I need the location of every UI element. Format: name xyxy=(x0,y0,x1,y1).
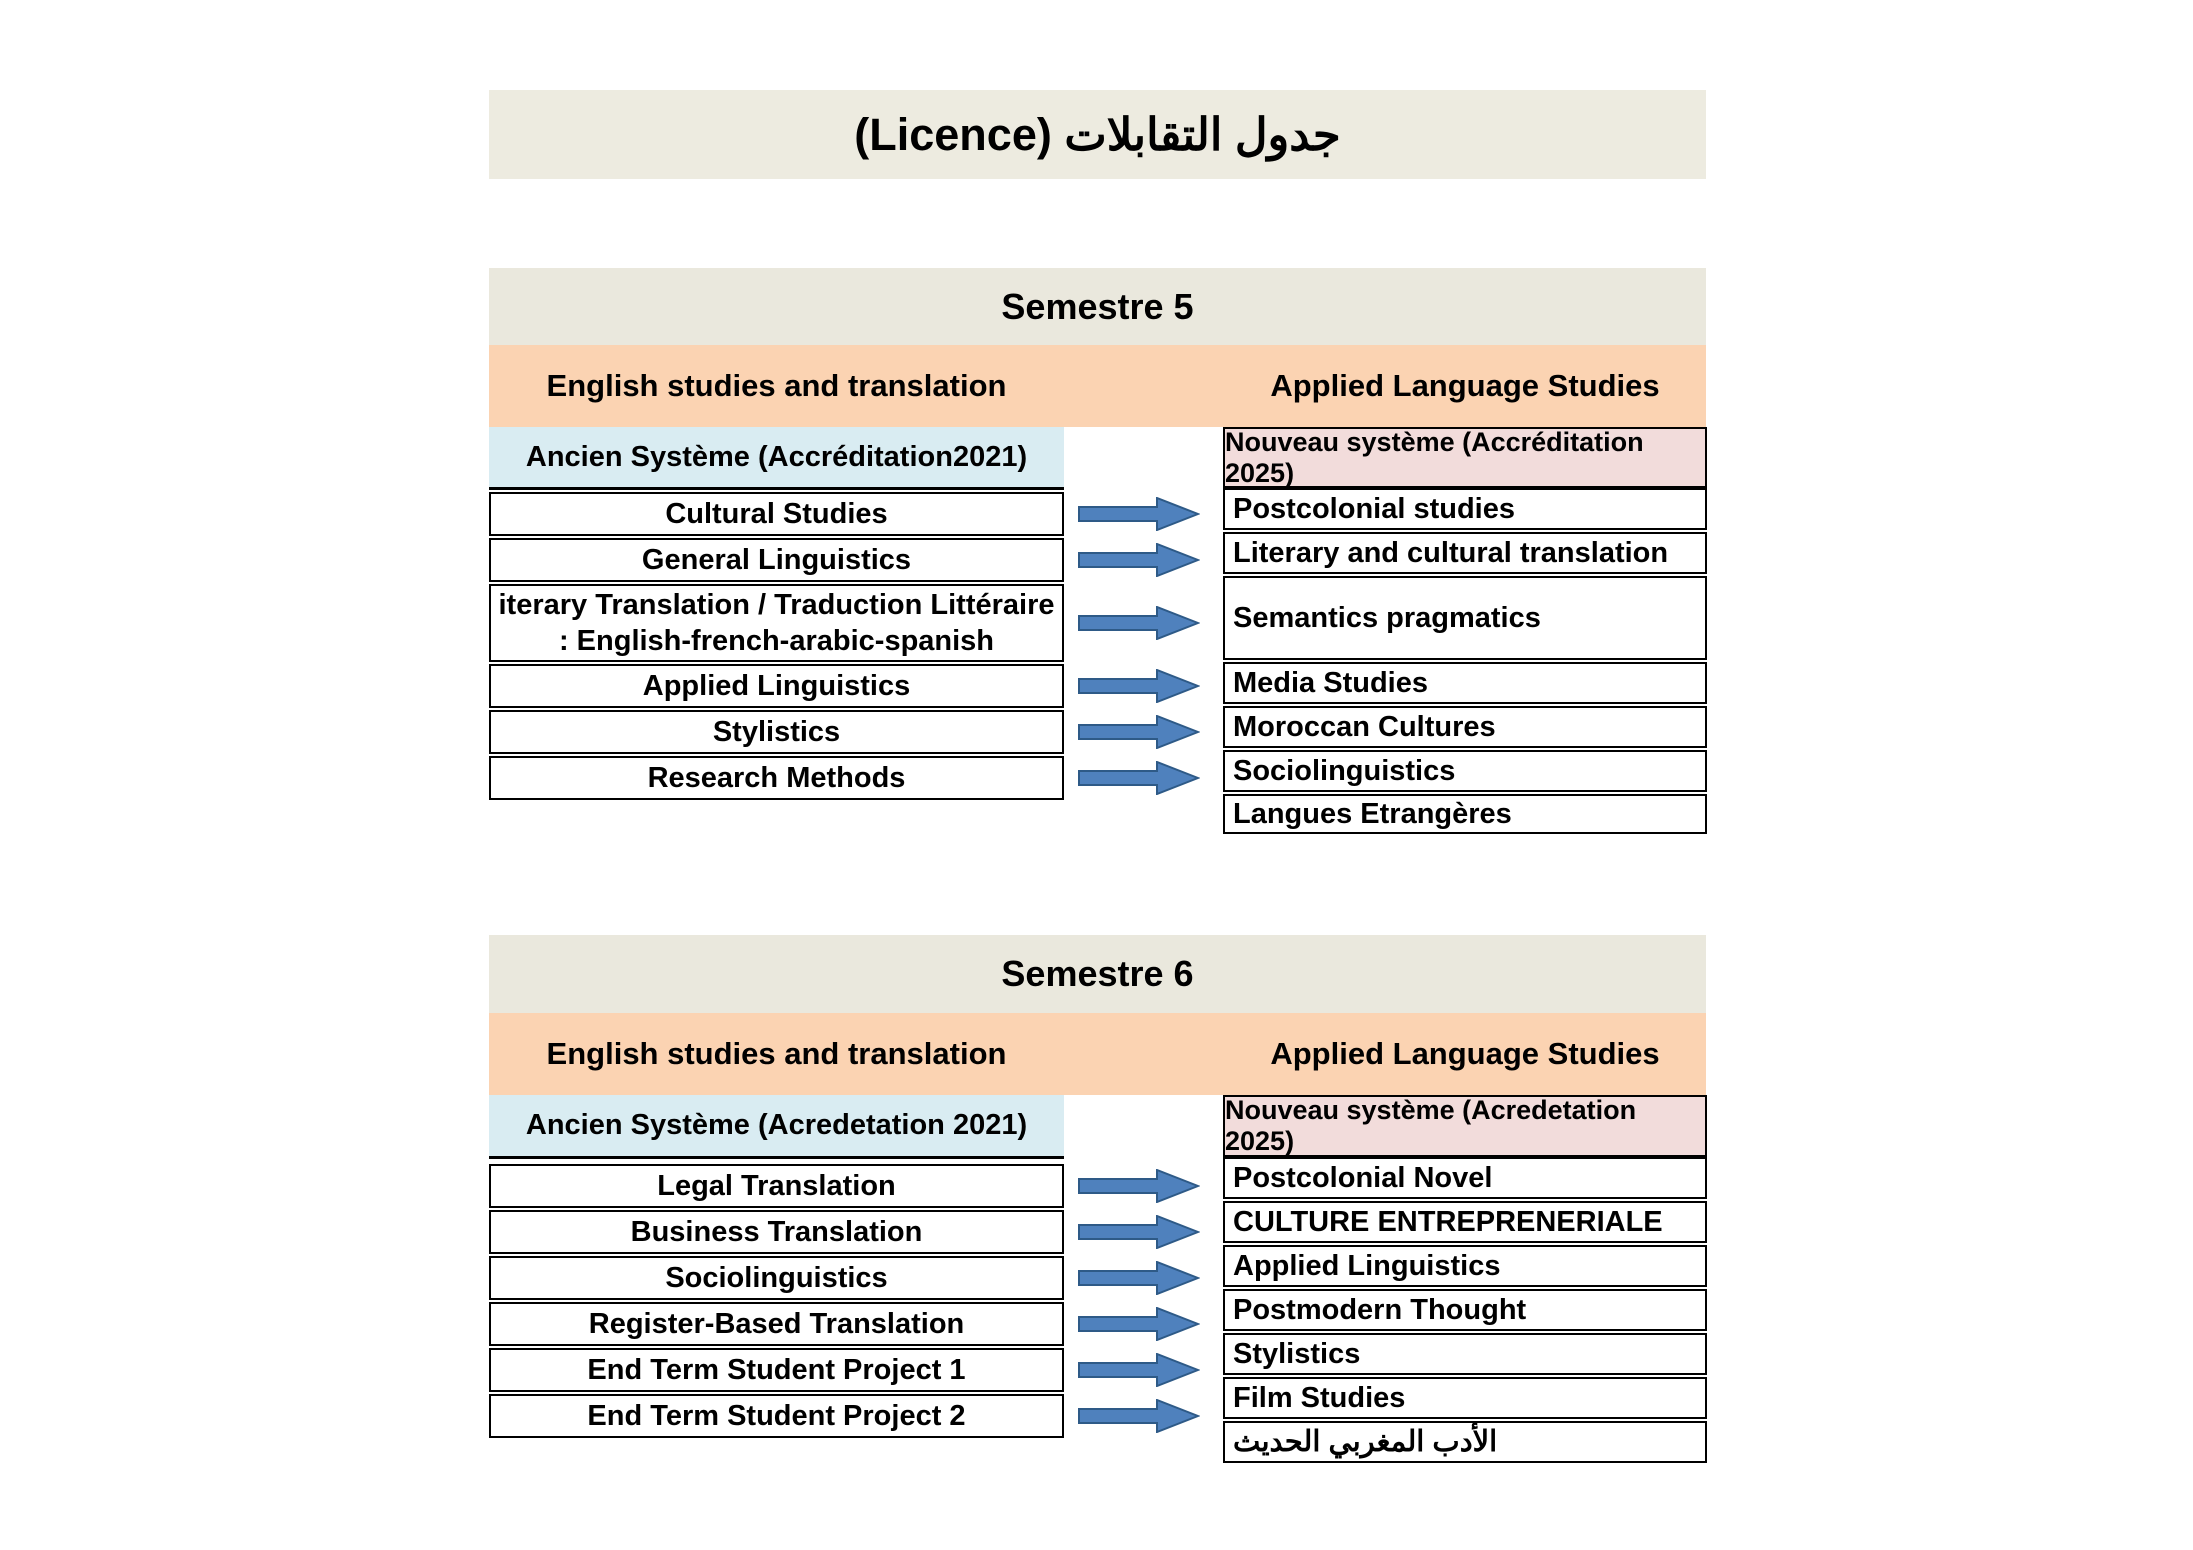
old-course-cell: End Term Student Project 1 xyxy=(489,1348,1064,1392)
page-title: جدول التقابلات (Licence) xyxy=(854,109,1341,160)
semester-5-left-program-label: English studies and translation xyxy=(546,368,1007,403)
old-course-cell: Legal Translation xyxy=(489,1164,1064,1208)
semester-6-program-row xyxy=(489,1013,1706,1095)
new-course-cell: Postcolonial studies xyxy=(1223,488,1707,530)
new-course-cell: Langues Etrangères xyxy=(1223,794,1707,834)
right-arrow-icon xyxy=(1078,1307,1200,1341)
old-course-cell: Cultural Studies xyxy=(489,492,1064,536)
semester-5-program-row xyxy=(489,345,1706,427)
semester-5-old-courses-table xyxy=(489,492,1064,800)
old-course-cell: End Term Student Project 2 xyxy=(489,1394,1064,1438)
new-course-cell: Film Studies xyxy=(1223,1377,1707,1419)
semester-6-right-program-label: Applied Language Studies xyxy=(1270,1036,1660,1071)
semester-6-new-courses-table xyxy=(1223,1157,1707,1463)
old-course-cell: Applied Linguistics xyxy=(489,664,1064,708)
semester-6-header xyxy=(489,935,1706,1013)
semester-5-old-system-header: Ancien Système (Accréditation2021) xyxy=(489,427,1064,490)
old-course-cell: Stylistics xyxy=(489,710,1064,754)
semester-6-old-courses-table xyxy=(489,1164,1064,1438)
old-course-cell: Sociolinguistics xyxy=(489,1256,1064,1300)
old-course-cell: Register-Based Translation xyxy=(489,1302,1064,1346)
semester-6-left-program-label: English studies and translation xyxy=(546,1036,1007,1071)
semester-5-title: Semestre 5 xyxy=(1001,285,1194,327)
document-title-bar xyxy=(489,90,1706,179)
right-arrow-icon xyxy=(1078,543,1200,577)
right-arrow-icon xyxy=(1078,606,1200,640)
right-arrow-icon xyxy=(1078,1169,1200,1203)
new-course-cell-arabic: الأدب المغربي الحديث xyxy=(1223,1421,1707,1463)
old-course-cell: Research Methods xyxy=(489,756,1064,800)
new-course-cell: Media Studies xyxy=(1223,662,1707,704)
old-course-cell: iterary Translation / Traduction Littéraire : English-french-arabic-spanish xyxy=(489,584,1064,662)
right-arrow-icon xyxy=(1078,1261,1200,1295)
right-arrow-icon xyxy=(1078,669,1200,703)
new-course-cell: Postmodern Thought xyxy=(1223,1289,1707,1331)
semester-6-title: Semestre 6 xyxy=(1001,953,1194,994)
new-course-cell: Applied Linguistics xyxy=(1223,1245,1707,1287)
semester-5-new-system-header: Nouveau système (Accréditation 2025) xyxy=(1223,427,1707,488)
new-course-cell: Moroccan Cultures xyxy=(1223,706,1707,748)
new-course-cell: Semantics pragmatics xyxy=(1223,576,1707,660)
old-course-cell: General Linguistics xyxy=(489,538,1064,582)
semester-5-right-program-label: Applied Language Studies xyxy=(1270,368,1660,403)
right-arrow-icon xyxy=(1078,761,1200,795)
semester-5-header xyxy=(489,268,1706,345)
semester-6-new-system-header: Nouveau système (Acredetation 2025) xyxy=(1223,1095,1707,1157)
right-arrow-icon xyxy=(1078,1353,1200,1387)
new-course-cell: Sociolinguistics xyxy=(1223,750,1707,792)
right-arrow-icon xyxy=(1078,497,1200,531)
new-course-cell: CULTURE ENTREPRENERIALE xyxy=(1223,1201,1707,1243)
right-arrow-icon xyxy=(1078,1215,1200,1249)
new-course-cell: Literary and cultural translation xyxy=(1223,532,1707,574)
right-arrow-icon xyxy=(1078,715,1200,749)
semester-5-new-courses-table xyxy=(1223,488,1707,834)
right-arrow-icon xyxy=(1078,1399,1200,1433)
semester-6-old-system-header: Ancien Système (Acredetation 2021) xyxy=(489,1095,1064,1159)
old-course-cell: Business Translation xyxy=(489,1210,1064,1254)
new-course-cell: Postcolonial Novel xyxy=(1223,1157,1707,1199)
new-course-cell: Stylistics xyxy=(1223,1333,1707,1375)
